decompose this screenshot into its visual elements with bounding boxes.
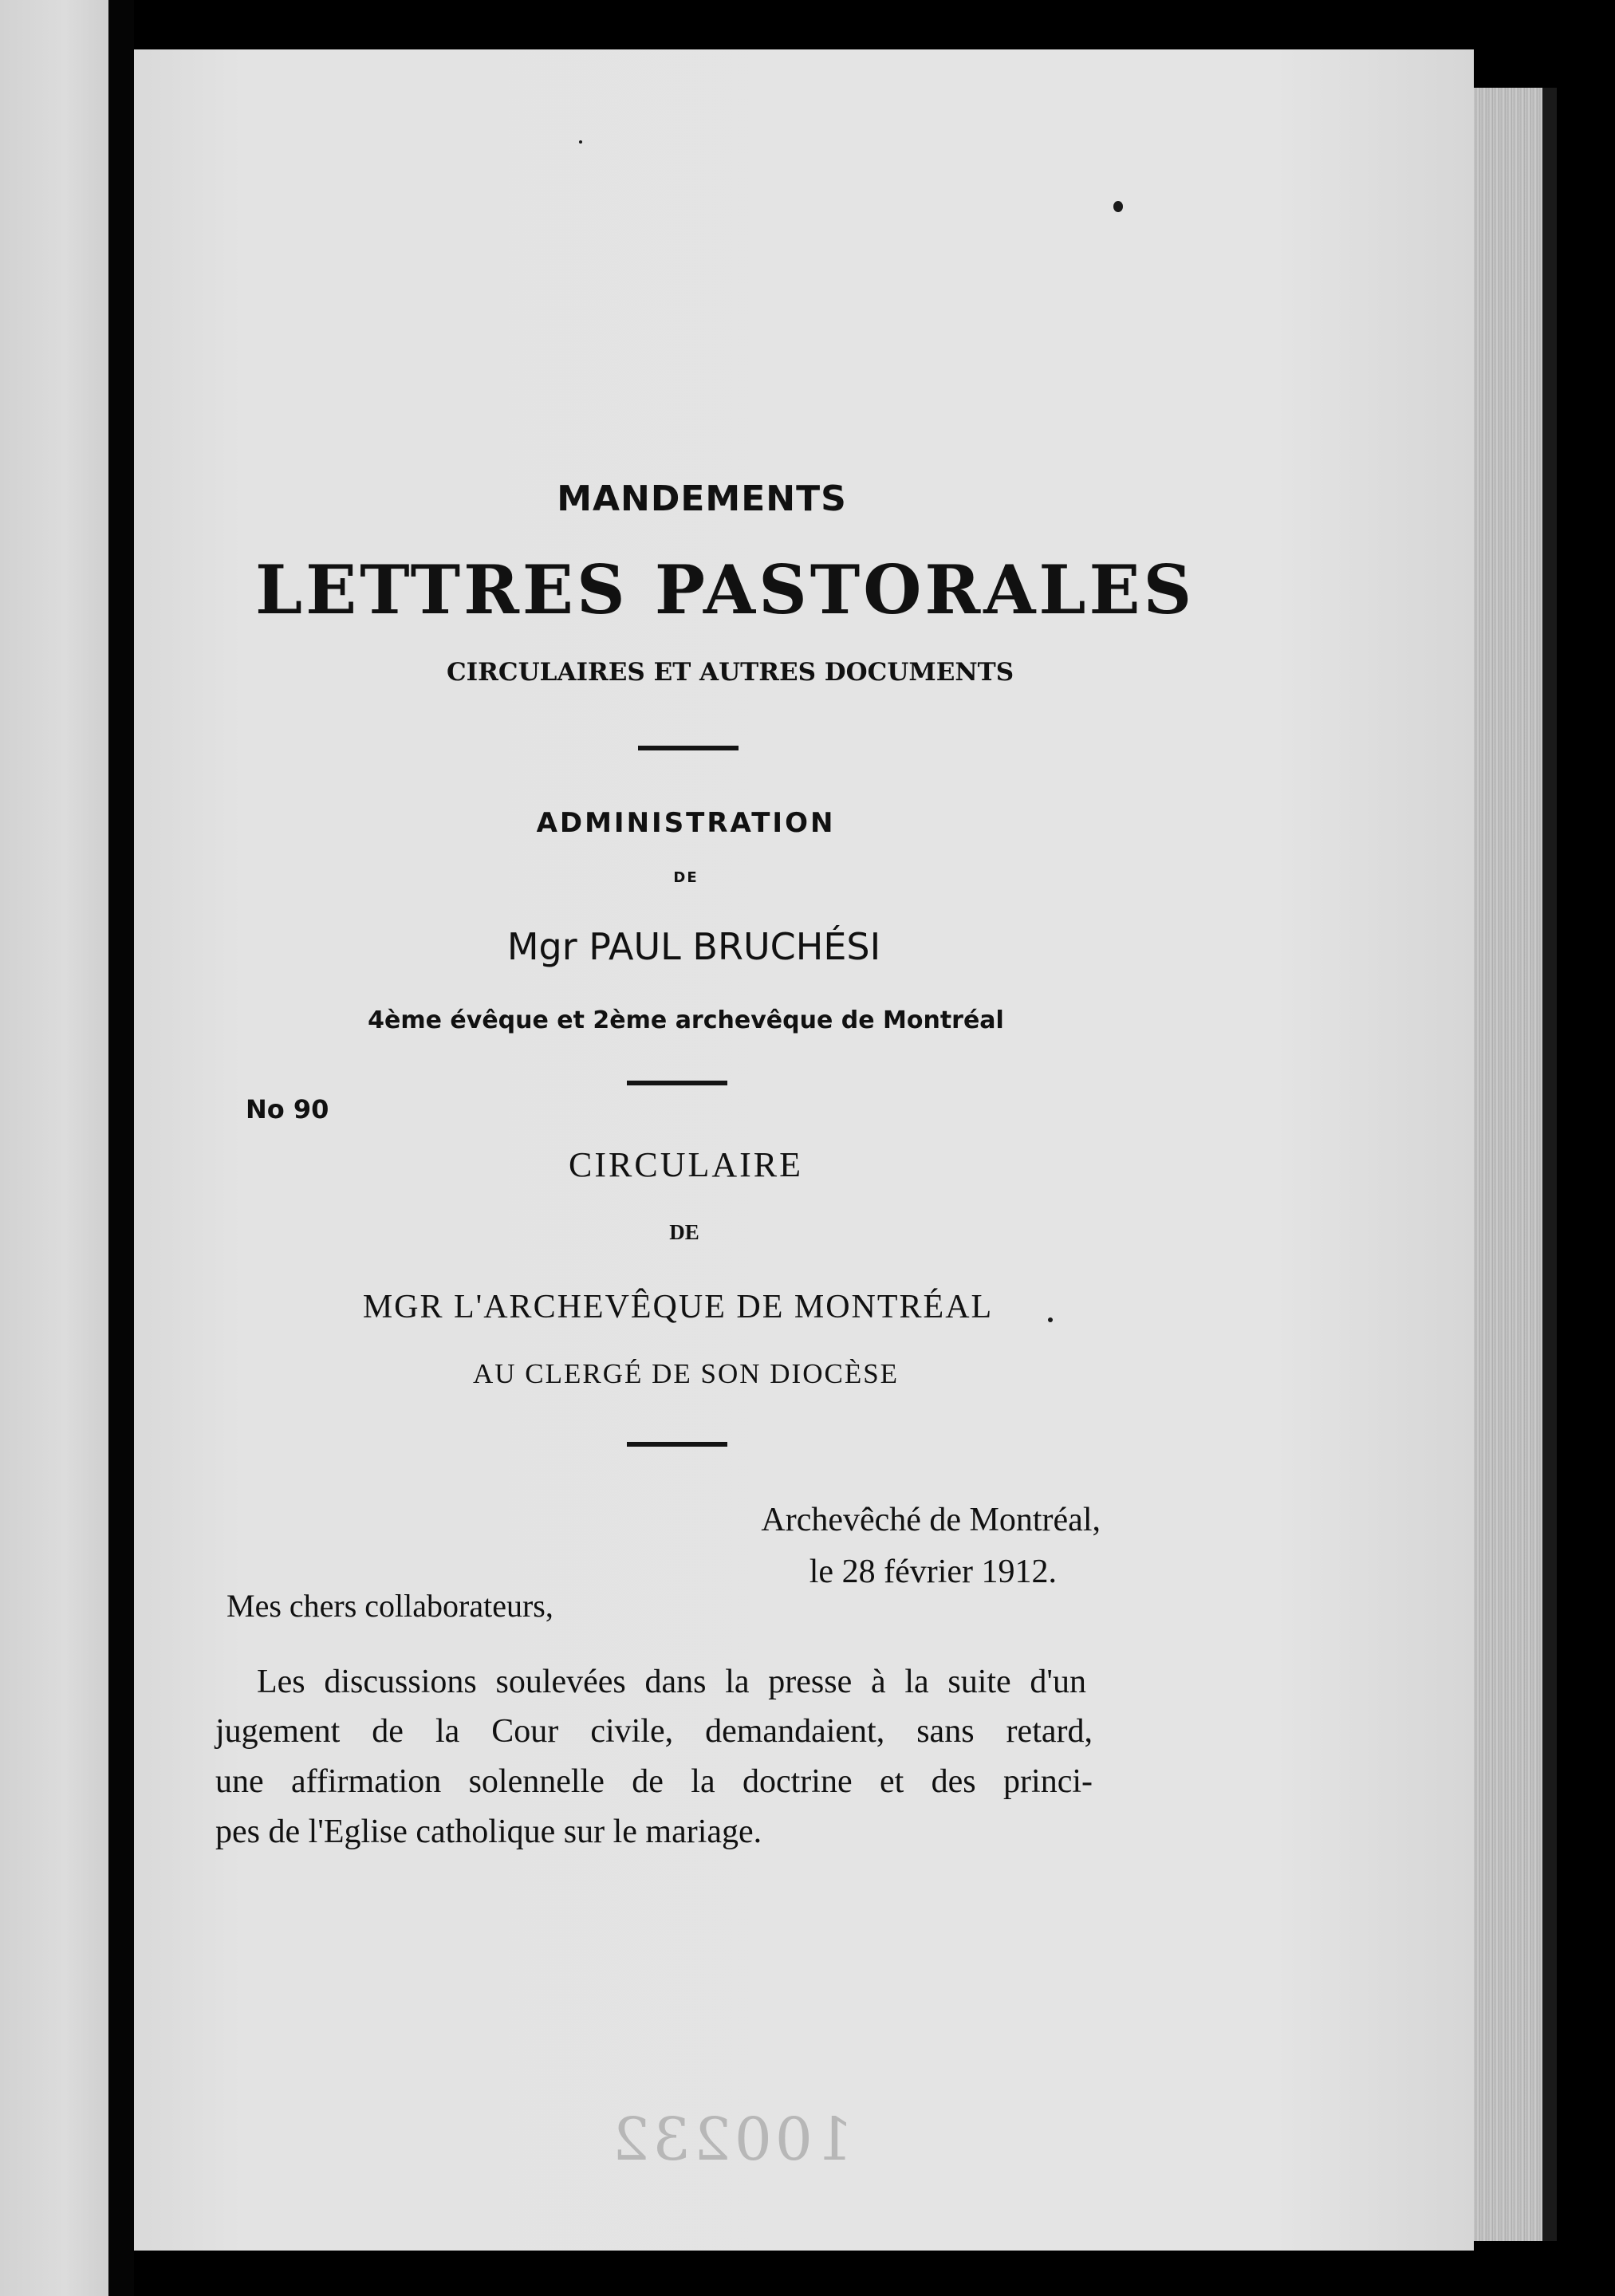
divider-rule (638, 746, 739, 750)
administration-de: DE (673, 869, 699, 886)
bishop-name: Mgr PAUL BRUCHÉSI (506, 925, 881, 968)
divider-rule (627, 1442, 727, 1447)
body-line: jugement de la Cour civile, demandaient, sans retard, (215, 1713, 1093, 1750)
dust-speck (1113, 201, 1123, 212)
letter-place: Archevêché de Montréal, (761, 1502, 1101, 1538)
circular-title: CIRCULAIRE (569, 1145, 803, 1184)
page-stack-shadow (1542, 88, 1557, 2241)
heading-circulaires: CIRCULAIRES ET AUTRES DOCUMENTS (447, 658, 1014, 687)
faded-inventory-stamp: 100232 (609, 2105, 853, 2174)
letter-date: le 28 février 1912. (809, 1554, 1057, 1590)
divider-rule (627, 1081, 727, 1085)
heading-lettres-pastorales: LETTRES PASTORALES (255, 550, 1195, 629)
bishop-role: 4ème évêque et 2ème archevêque de Montréal (368, 1006, 1004, 1034)
body-line: Les discussions soulevées dans la presse à la suite d'un (257, 1664, 1086, 1700)
dust-speck (1048, 1317, 1053, 1322)
previous-page-edge (0, 0, 108, 2296)
book-gutter (108, 0, 134, 2296)
document-number: No 90 (246, 1094, 329, 1124)
circular-sender: MGR L'ARCHEVÊQUE DE MONTRÉAL (362, 1289, 994, 1325)
administration-title: ADMINISTRATION (536, 807, 836, 839)
circular-de: DE (669, 1220, 699, 1244)
page-stack-edges (1474, 88, 1542, 2241)
body-line: pes de l'Eglise catholique sur le mariage. (215, 1814, 762, 1850)
circular-recipient: AU CLERGÉ DE SON DIOCÈSE (472, 1358, 900, 1389)
body-line: une affirmation solennelle de la doctrine et des princi- (215, 1763, 1093, 1800)
heading-mandements: MANDEMENTS (557, 478, 847, 519)
letter-salutation: Mes chers collaborateurs, (226, 1588, 553, 1624)
dust-speck (579, 140, 582, 144)
